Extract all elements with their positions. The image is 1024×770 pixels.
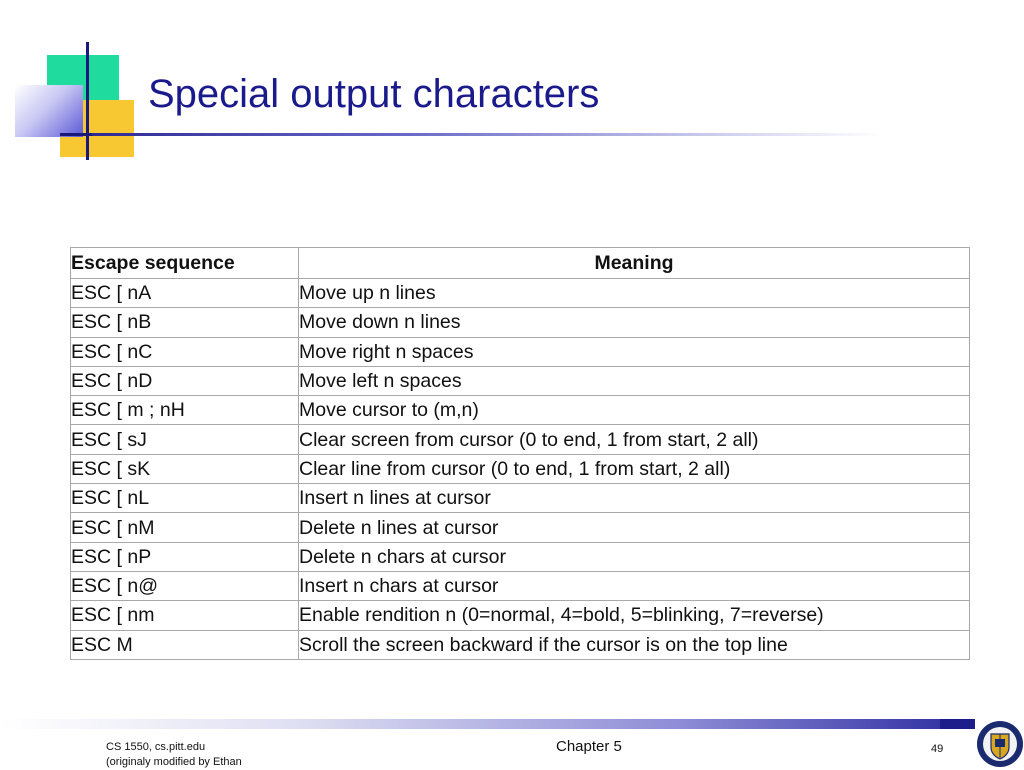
escape-sequence-cell: ESC [ nM xyxy=(71,513,299,542)
page-number: 49 xyxy=(931,743,944,755)
footer-credit-line: (originaly modified by Ethan xyxy=(106,756,242,768)
university-seal-icon xyxy=(976,720,1024,768)
meaning-cell: Move down n lines xyxy=(299,308,970,337)
table-row xyxy=(71,337,970,366)
escape-sequence-cell: ESC [ nC xyxy=(71,337,299,366)
table-row xyxy=(71,308,970,337)
escape-sequence-cell: ESC M xyxy=(71,630,299,659)
escape-sequence-cell: ESC [ sK xyxy=(71,454,299,483)
table-row xyxy=(71,542,970,571)
decorative-square-lavender xyxy=(15,85,83,137)
footer-gradient-bar xyxy=(0,719,975,729)
table-row xyxy=(71,366,970,395)
escape-sequence-cell: ESC [ nA xyxy=(71,279,299,308)
table-row xyxy=(71,601,970,630)
escape-sequence-cell: ESC [ m ; nH xyxy=(71,396,299,425)
table-row xyxy=(71,571,970,600)
footer-course-line: CS 1550, cs.pitt.edu xyxy=(106,741,206,753)
escape-sequence-cell: ESC [ nm xyxy=(71,601,299,630)
footer-bar-end xyxy=(940,719,975,729)
table-row xyxy=(71,425,970,454)
table-row xyxy=(71,513,970,542)
meaning-cell: Clear line from cursor (0 to end, 1 from start, 2 all) xyxy=(299,454,970,483)
column-header-meaning: Meaning xyxy=(299,248,970,279)
escape-sequence-cell: ESC [ nD xyxy=(71,366,299,395)
meaning-cell: Insert n lines at cursor xyxy=(299,484,970,513)
escape-sequence-table xyxy=(70,247,970,660)
meaning-cell: Move cursor to (m,n) xyxy=(299,396,970,425)
table-header-row xyxy=(71,248,970,279)
table-row xyxy=(71,454,970,483)
escape-sequence-cell: ESC [ sJ xyxy=(71,425,299,454)
table-row xyxy=(71,396,970,425)
meaning-cell: Delete n lines at cursor xyxy=(299,513,970,542)
meaning-cell: Insert n chars at cursor xyxy=(299,571,970,600)
footer-course-info xyxy=(106,740,242,770)
meaning-cell: Scroll the screen backward if the cursor is on the top line xyxy=(299,630,970,659)
footer-chapter: Chapter 5 xyxy=(556,738,622,755)
meaning-cell: Clear screen from cursor (0 to end, 1 from start, 2 all) xyxy=(299,425,970,454)
table-row xyxy=(71,279,970,308)
meaning-cell: Move left n spaces xyxy=(299,366,970,395)
escape-sequence-cell: ESC [ nL xyxy=(71,484,299,513)
escape-sequence-cell: ESC [ nP xyxy=(71,542,299,571)
table-row xyxy=(71,484,970,513)
meaning-cell: Delete n chars at cursor xyxy=(299,542,970,571)
meaning-cell: Enable rendition n (0=normal, 4=bold, 5=blinking, 7=reverse) xyxy=(299,601,970,630)
meaning-cell: Move right n spaces xyxy=(299,337,970,366)
title-underline-rule xyxy=(92,133,882,136)
slide-title: Special output characters xyxy=(148,72,600,116)
meaning-cell: Move up n lines xyxy=(299,279,970,308)
escape-sequence-cell: ESC [ nB xyxy=(71,308,299,337)
escape-sequence-cell: ESC [ n@ xyxy=(71,571,299,600)
table-row xyxy=(71,630,970,659)
decorative-vertical-line xyxy=(86,42,89,160)
column-header-escape-sequence: Escape sequence xyxy=(71,248,299,279)
